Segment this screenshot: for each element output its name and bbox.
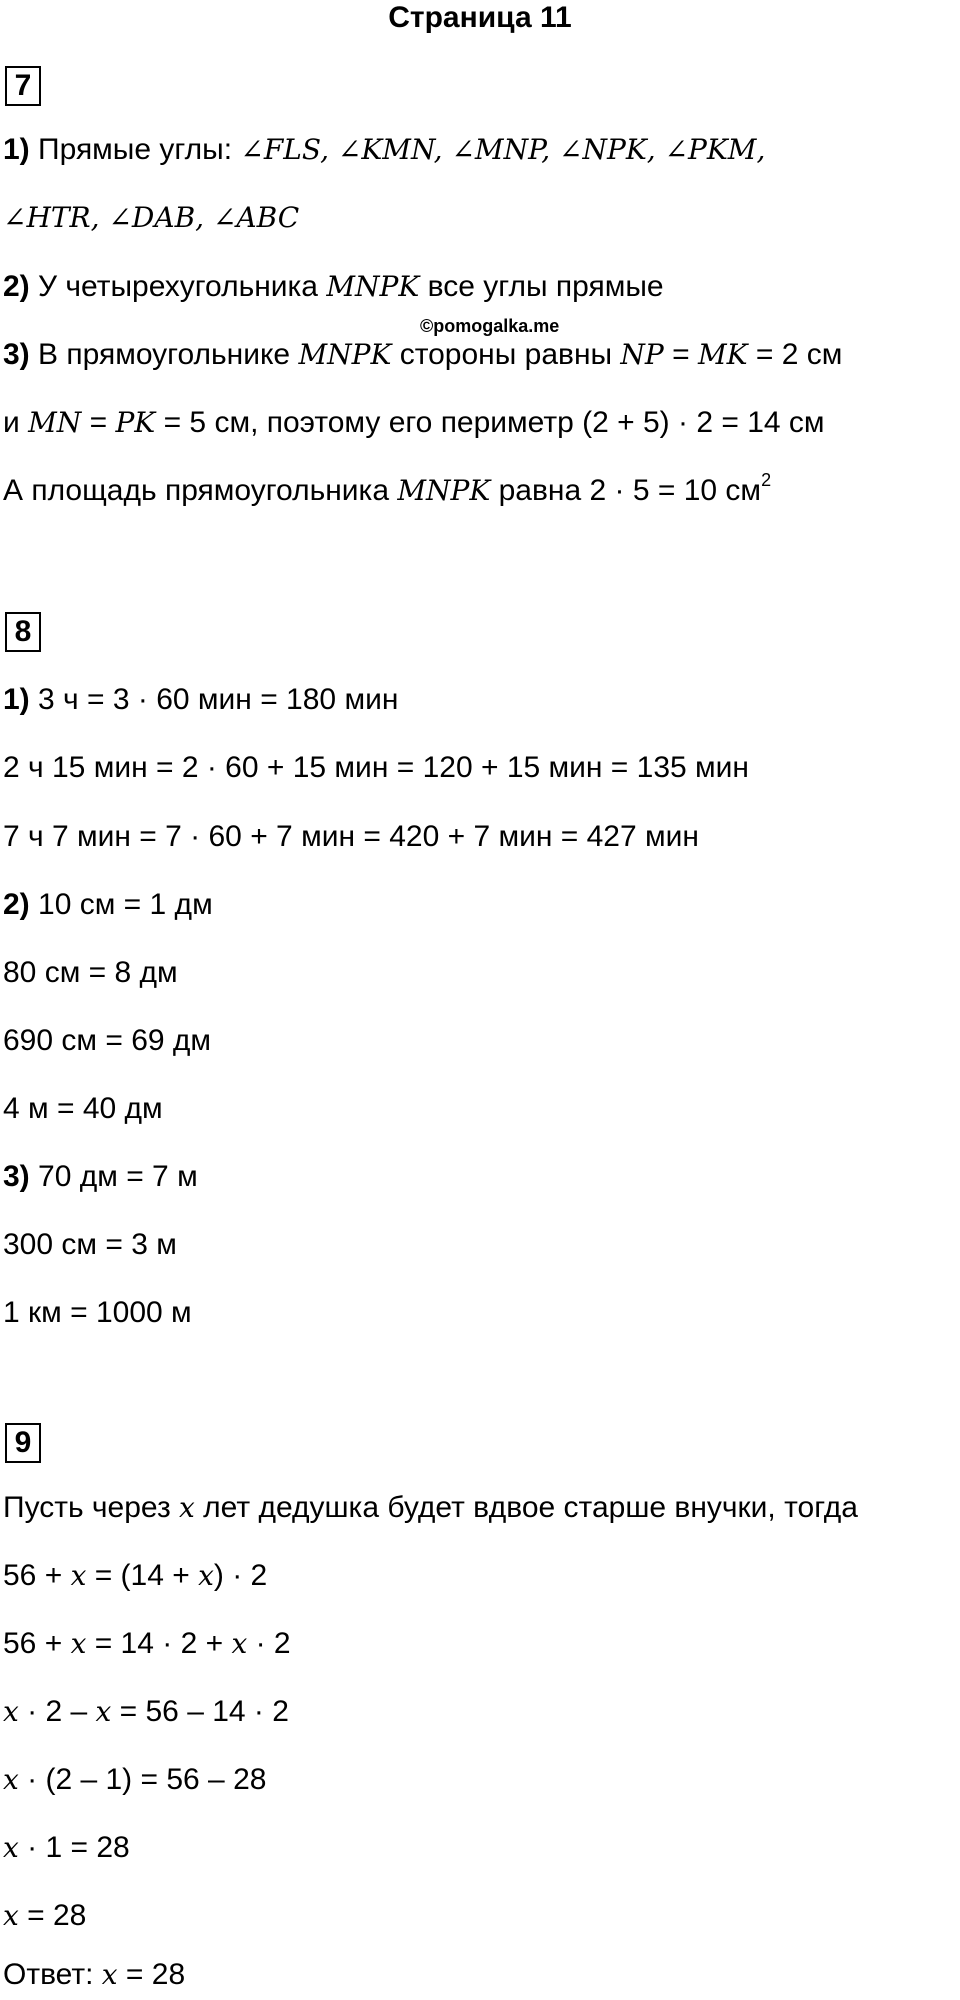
text: лет дедушка будет вдвое старше внучки, тогда xyxy=(194,1491,858,1524)
math: x xyxy=(179,1491,195,1524)
task-8-line-1 xyxy=(3,680,398,720)
text: = 56 – 14 · 2 xyxy=(111,1695,289,1728)
math: PK xyxy=(115,406,156,439)
math: x xyxy=(70,1627,87,1660)
task-8-line-5: 80 см = 8 дм xyxy=(3,956,178,989)
task-9-line-5 xyxy=(3,1760,266,1800)
task-8-line-9: 300 см = 3 м xyxy=(3,1228,177,1261)
text: 70 дм = 7 м xyxy=(29,1160,198,1193)
task-7-line-5 xyxy=(3,403,825,443)
text: 10 см = 1 дм xyxy=(29,888,213,921)
math: x xyxy=(101,1958,118,1991)
task-7-number: 7 xyxy=(5,66,41,106)
math: x xyxy=(3,1695,19,1728)
task-8-line-7: 4 м = 40 дм xyxy=(3,1092,163,1125)
math: ∠FLS, ∠KMN, ∠MNP, ∠NPK, ∠PKM, xyxy=(240,133,766,166)
task-9-line-4 xyxy=(3,1692,289,1732)
math: MNPK xyxy=(298,338,392,371)
text: ) · 2 xyxy=(213,1559,268,1592)
text: 3 ч = 3 · 60 мин = 180 мин xyxy=(29,683,399,716)
text: = xyxy=(81,406,116,439)
text: Ответ: xyxy=(3,1958,102,1991)
text: = 5 см, поэтому его периметр (2 + 5) · 2 = 14 см xyxy=(155,406,825,439)
text: А площадь прямоугольника xyxy=(3,474,398,507)
item-label: 1) xyxy=(3,683,30,716)
text: · 2 – xyxy=(18,1695,96,1728)
item-label: 3) xyxy=(3,338,30,371)
item-label: 2) xyxy=(3,270,30,303)
task-8-number: 8 xyxy=(5,612,41,652)
text: 56 + xyxy=(3,1559,71,1592)
text: 56 + xyxy=(3,1627,71,1660)
text: = 2 см xyxy=(747,338,843,371)
math: ∠HTR, ∠DAB, ∠ABC xyxy=(3,201,300,234)
task-9-answer xyxy=(3,1955,185,1995)
item-label: 3) xyxy=(3,1160,30,1193)
task-9-line-6 xyxy=(3,1828,130,1868)
text: · (2 – 1) = 56 – 28 xyxy=(18,1763,267,1796)
task-8-line-8 xyxy=(3,1157,198,1197)
task-9-line-7 xyxy=(3,1896,86,1936)
page-title: Страница 11 xyxy=(388,1,572,34)
task-8-line-2: 2 ч 15 мин = 2 · 60 + 15 мин = 120 + 15 мин = 135 мин xyxy=(3,751,750,784)
math: x xyxy=(3,1899,19,1932)
text: = 28 xyxy=(18,1899,87,1932)
task-7-line-6 xyxy=(3,471,771,511)
task-8-line-10: 1 км = 1000 м xyxy=(3,1296,192,1329)
text: Прямые углы: xyxy=(38,133,241,166)
text: = 14 · 2 + xyxy=(86,1627,232,1660)
math: NP xyxy=(620,338,664,371)
text: · 1 = 28 xyxy=(18,1831,130,1864)
math: x xyxy=(3,1831,19,1864)
task-9-line-1 xyxy=(3,1488,858,1528)
task-9-line-3 xyxy=(3,1624,291,1664)
text: стороны равны xyxy=(391,338,621,371)
math: x xyxy=(3,1763,19,1796)
math: MN xyxy=(28,406,82,439)
text: все углы прямые xyxy=(419,270,664,303)
task-7-line-3 xyxy=(3,267,664,307)
task-7-line-2 xyxy=(3,198,299,238)
math: x xyxy=(198,1559,214,1592)
math: MK xyxy=(697,338,748,371)
text: В прямоугольнике xyxy=(38,338,299,371)
item-label: 1) xyxy=(3,133,30,166)
task-8-line-6: 690 см = 69 дм xyxy=(3,1024,212,1057)
superscript: 2 xyxy=(761,470,772,490)
text: У четырехугольника xyxy=(38,270,327,303)
text: = (14 + xyxy=(86,1559,199,1592)
math: MNPK xyxy=(397,474,491,507)
task-7-line-1 xyxy=(3,130,765,170)
task-9-line-2 xyxy=(3,1556,267,1596)
text: · 2 xyxy=(247,1627,291,1660)
math: x xyxy=(231,1627,248,1660)
task-7-line-4 xyxy=(3,335,842,375)
watermark: ©pomogalka.me xyxy=(420,316,560,336)
task-9-number: 9 xyxy=(5,1423,41,1463)
text: = 28 xyxy=(117,1958,186,1991)
text: и xyxy=(3,406,29,439)
task-8-line-4 xyxy=(3,885,213,925)
item-label: 2) xyxy=(3,888,30,921)
text: равна 2 · 5 = 10 см xyxy=(490,474,762,507)
text: Пусть через xyxy=(3,1491,180,1524)
text: = xyxy=(663,338,698,371)
task-8-line-3: 7 ч 7 мин = 7 · 60 + 7 мин = 420 + 7 мин = 427 мин xyxy=(3,820,699,853)
math: x xyxy=(70,1559,87,1592)
math: x xyxy=(95,1695,112,1728)
math: MNPK xyxy=(326,270,420,303)
